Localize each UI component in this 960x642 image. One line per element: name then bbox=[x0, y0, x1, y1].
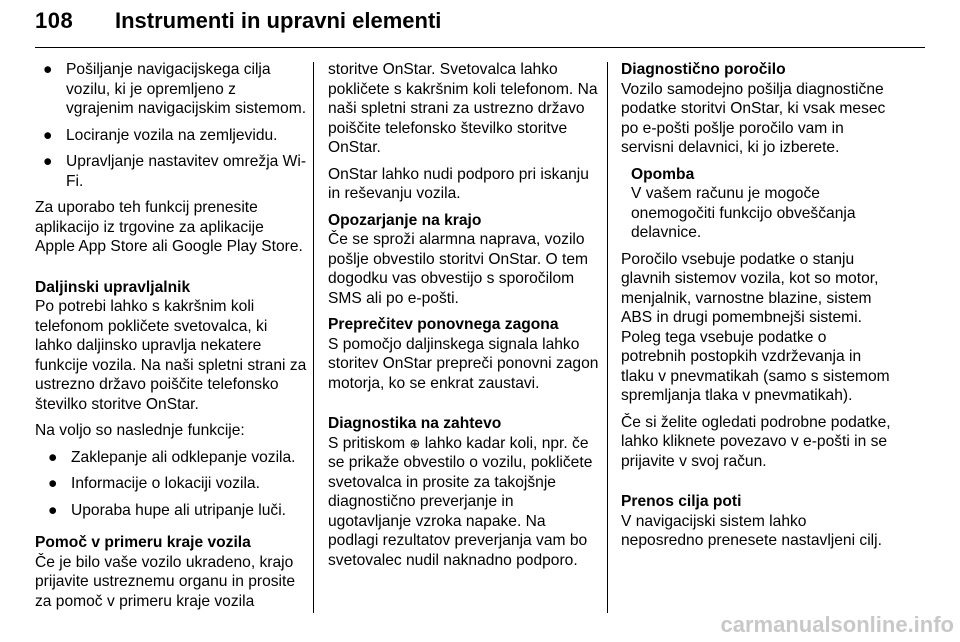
list-item: ● Zaklepanje ali odklepanje vozila. bbox=[48, 448, 296, 466]
paragraph-continued: storitve OnStar. Svetovalca lahko pokličete s kakršnim koli telefonom. Na naši spletni strani za ustrezno državo poiščite telefonsko številko storitve OnStar. bbox=[328, 61, 598, 156]
column-1 bbox=[35, 60, 307, 618]
paragraph-functions: Na voljo so naslednje funkcije: bbox=[35, 422, 245, 439]
bullet-icon: ● bbox=[48, 501, 58, 519]
bullet-list-top bbox=[35, 60, 307, 191]
heading-destination: Prenos cilja poti bbox=[621, 493, 742, 510]
note-heading: Opomba bbox=[631, 165, 695, 183]
heading-alarm: Opozarjanje na krajo bbox=[328, 211, 482, 229]
paragraph-contents: Poročilo vsebuje podatke o stanju glavnih sistemov vozila, kot so motor, menjalnik, varnostne blazine, sistem ABS in drugi pomembnejši sistemi. Poleg tega vsebuje podatke o potrebnih postopkih vzdrževanja in tlaku v pnevmatikah (samo s sistemom spremljanja tlaka v pnevmatikah). bbox=[621, 250, 890, 404]
header-rule bbox=[35, 47, 925, 48]
paragraph-search: OnStar lahko nudi podporo pri iskanju in reševanju vozila. bbox=[328, 165, 589, 202]
bullet-list-functions bbox=[35, 448, 307, 521]
heading-restart: Preprečitev ponovnega zagona bbox=[328, 316, 559, 333]
heading-report: Diagnostično poročilo bbox=[621, 61, 786, 78]
column-3 bbox=[621, 60, 893, 558]
paragraph-alarm: Če se sproži alarmna naprava, vozilo pošlje obvestilo storitvi OnStar. O tem dogodku vas obvestijo s sporočilom SMS ali po e-pošti. bbox=[328, 231, 588, 307]
column-divider-1 bbox=[313, 62, 314, 613]
note-text: V vašem računu je mogoče onemogočiti funkcijo obveščanja delavnice. bbox=[631, 185, 856, 241]
paragraph-restart: S pomočjo daljinskega signala lahko storitev OnStar prepreči ponovni zagon motorja, ko se enkrat zaustavi. bbox=[328, 335, 599, 392]
onstar-button-icon: ⊕ bbox=[409, 435, 421, 451]
heading-diagnostics: Diagnostika na zahtevo bbox=[328, 415, 502, 432]
note-box bbox=[621, 165, 893, 243]
column-divider-2 bbox=[607, 62, 608, 613]
page-header bbox=[35, 2, 925, 44]
paragraph-remote: Po potrebi lahko s kakršnim koli telefonom pokličete svetovalca, ki lahko daljinsko upravlja nekatere funkcije vozila. Na naši spletni strani za ustrezno državo poiščite telefonsko številko storitve OnStar. bbox=[35, 298, 307, 413]
paragraph-destination: V navigacijski sistem lahko neposredno prenesete nastavljeni cilj. bbox=[621, 512, 882, 549]
bullet-icon: ● bbox=[48, 448, 58, 466]
list-item: ● Upravljanje nastavitev omrežja Wi-Fi. bbox=[43, 153, 307, 190]
bullet-icon: ● bbox=[43, 61, 53, 78]
column-2 bbox=[328, 60, 600, 577]
list-item: ● Lociranje vozila na zemljevidu. bbox=[43, 126, 278, 144]
heading-remote: Daljinski upravljalnik bbox=[35, 278, 191, 296]
bullet-icon: ● bbox=[43, 126, 53, 144]
paragraph-diagnostics: S pritiskom ⊕ lahko kadar koli, npr. če se prikaže obvestilo o vozilu, pokličete svetovalca in prosite za takojšnje diagnostično preverjanje in ugotavljanje vzroka napake. Na podlagi rezultatov preverjanja vam bo svetovalec nudil naknadno podporo. bbox=[328, 434, 593, 569]
bullet-icon: ● bbox=[48, 475, 58, 492]
paragraph-apps: Za uporabo teh funkcij prenesite aplikacijo iz trgovine za aplikacije Apple App Store ali Google Play Store. bbox=[35, 199, 303, 255]
paragraph-report: Vozilo samodejno pošilja diagnostične podatke storitvi OnStar, ki vsak mesec po e-pošti pošlje poročilo vam in servisni delavnici, ki jo izberete. bbox=[621, 80, 886, 156]
list-item: ● Pošiljanje navigacijskega cilja vozilu, ki je opremljeno z vgrajenim navigacijskim sistemom. bbox=[43, 61, 307, 117]
page-title: Instrumenti in upravni elementi bbox=[115, 8, 442, 33]
list-item: ● Informacije o lokaciji vozila. bbox=[48, 475, 260, 492]
paragraph-theft: Če je bilo vaše vozilo ukradeno, krajo prijavite ustreznemu organu in prosite za pomoč v primeru kraje vozila bbox=[35, 553, 296, 610]
bullet-icon: ● bbox=[43, 153, 53, 170]
heading-theft: Pomoč v primeru kraje vozila bbox=[35, 534, 251, 551]
paragraph-details: Če si želite ogledati podrobne podatke, lahko kliknete povezavo v e-pošti in se prijavite v svoj račun. bbox=[621, 413, 891, 470]
page-number: 108 bbox=[35, 8, 74, 33]
list-item: ● Uporaba hupe ali utripanje luči. bbox=[48, 501, 286, 519]
watermark: carmanualsonline.info bbox=[720, 612, 954, 637]
